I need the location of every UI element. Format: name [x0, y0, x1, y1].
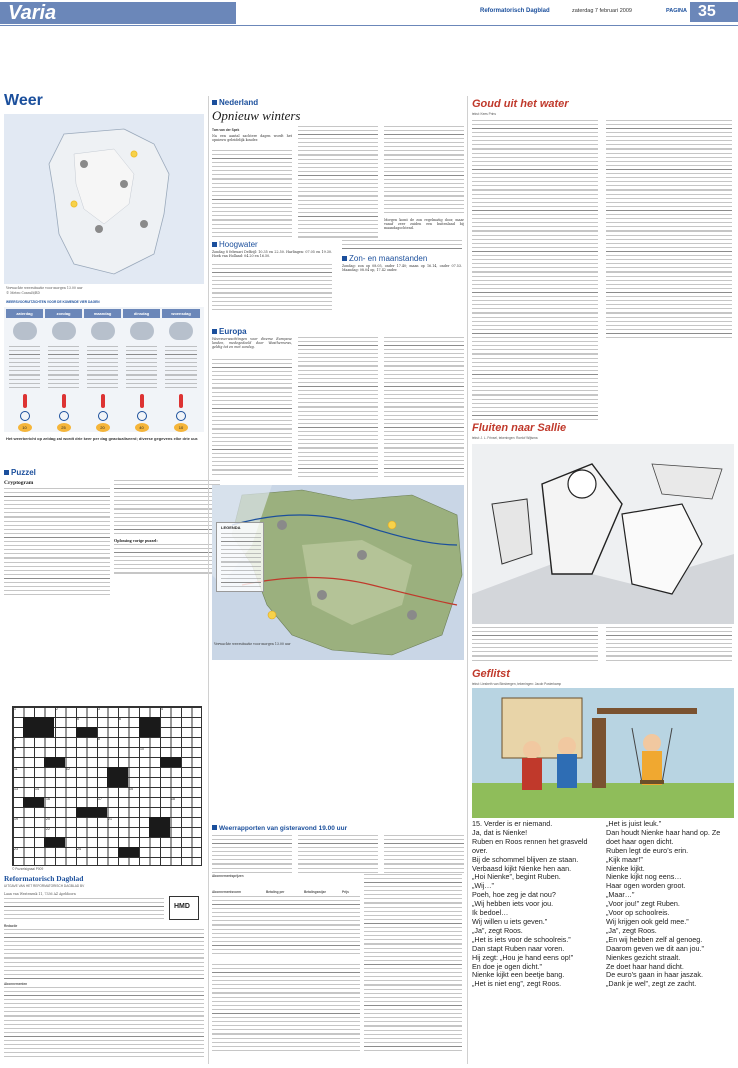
- story-line: „Ja”, zegt Roos.: [606, 925, 657, 935]
- grid-number: 2: [56, 707, 58, 711]
- grid-number: 15: [129, 787, 133, 791]
- thermometer-icon: [62, 394, 66, 408]
- grid-number: 13: [14, 787, 18, 791]
- table-col-4: Prijs: [342, 890, 349, 894]
- story-line: „Kijk maar!”: [606, 854, 643, 864]
- forecast-title: WEERSVOORUITZICHTEN VOOR DE KOMENDE VIER DAGEN: [6, 300, 100, 304]
- grid-number: 23: [14, 847, 18, 851]
- grid-number: 9: [14, 747, 16, 751]
- forecast-day-label: maandag: [84, 309, 121, 318]
- geflitst-illustration: [472, 688, 734, 818]
- colofon-subtitle: UITGAVE VAN HET REFORMATORISCH DAGBLAD BV: [4, 884, 85, 888]
- story-line: Ruben en Roos rennen het grasveld over.: [472, 836, 588, 855]
- story-line: Poeh, hoe zeg je dat nou?: [472, 890, 556, 900]
- forecast-day-4: [123, 309, 160, 429]
- zon-maan-heading: Zon- en maanstanden: [342, 254, 427, 263]
- geflitst-title: Geflitst: [472, 668, 510, 680]
- story-line: „En wij hebben zelf al genoeg.: [606, 934, 703, 944]
- weer-title: Weer: [4, 92, 43, 109]
- story-line: „Het is iets voor de schoolreis.”: [472, 934, 571, 944]
- grid-number: 11: [14, 767, 18, 771]
- forecast-day-5: [162, 309, 200, 429]
- story-line: De euro’s gaan in haar jaszak.: [606, 970, 703, 980]
- story-line: En doe je ogen dicht.”: [472, 961, 542, 971]
- forecast-day-label: woensdag: [162, 309, 200, 318]
- story-line: Ik bedoel…: [472, 908, 509, 918]
- goud-section: [472, 98, 734, 428]
- nederland-heading: Nederland: [212, 98, 464, 107]
- grid-number: 20: [46, 817, 50, 821]
- grid-number: 7: [14, 737, 16, 741]
- story-line: „Het is niet eng”, zegt Roos.: [472, 979, 562, 989]
- story-line: „Maar…”: [606, 890, 635, 900]
- wind-rose-icon: [137, 411, 147, 421]
- puzzel-heading: Puzzel: [4, 468, 204, 477]
- nederland-title: Opnieuw winters: [212, 108, 301, 123]
- wind-rose-icon: [59, 411, 69, 421]
- nederland-closing: Morgen komt de zon regelmatig door, maar vanaf zeer zuiden een buitenland bij maandagochtend.: [384, 218, 464, 231]
- grid-number: 3: [98, 707, 100, 711]
- cloud-icon: [130, 322, 154, 340]
- table-col-1: Abonnementsvorm: [212, 890, 242, 894]
- story-line: Wij krijgen ook geld mee.”: [606, 916, 689, 926]
- grid-number: 22: [46, 827, 50, 831]
- story-line: Dan houdt Nienke haar hand op. Ze doet haar ogen dicht.: [606, 827, 721, 846]
- story-line: 15. Verder is er niemand.: [472, 819, 553, 828]
- story-line: Bij de schommel blijven ze staan.: [472, 854, 579, 864]
- grid-number: 17: [98, 797, 102, 801]
- story-line: „Wij hebben iets voor jou.: [472, 899, 554, 909]
- cryptogram-title: Cryptogram: [4, 480, 34, 486]
- forecast-temp: 40: [135, 423, 149, 432]
- netherlands-weather-map: [4, 114, 204, 284]
- fluiten-section: [472, 422, 734, 662]
- forecast-day-1: [6, 309, 43, 429]
- forecast-day-label: zondag: [45, 309, 82, 318]
- page-header: [0, 0, 738, 26]
- grid-number: 6: [119, 717, 121, 721]
- cloud-icon: [52, 322, 76, 340]
- table-col-3: Betalingswijze: [304, 890, 326, 894]
- story-line: „Ja”, zegt Roos.: [472, 925, 523, 935]
- story-line: „Wij…”: [472, 881, 494, 891]
- abonnement-table: [212, 874, 462, 1064]
- forecast-temp: 25: [57, 423, 71, 432]
- story-line: Ze doet haar hand dicht.: [606, 961, 684, 971]
- story-line: Nienke kijkt nog eens…: [606, 872, 682, 882]
- forecast-table: [4, 307, 204, 432]
- nederland-lead: Na een aantal zachtere dagen wordt het opnieuw geleidelijk kouder.: [212, 134, 292, 143]
- geflitst-section: [472, 668, 734, 1064]
- thermometer-icon: [101, 394, 105, 408]
- grid-number: 19: [14, 817, 18, 821]
- paper-name: Reformatorisch Dagblad: [480, 8, 550, 14]
- weerrapporten-section: [212, 825, 464, 875]
- geflitst-col-right: [606, 820, 734, 1060]
- page-number-box: [690, 2, 738, 22]
- hmd-logo-text: HMD: [174, 903, 190, 910]
- weer-map-caption: Verwachte weersituatie voor morgen 13.00 uur: [6, 286, 83, 290]
- page-number: 35: [698, 3, 716, 20]
- story-line: Daarom geven we dit aan jou.”: [606, 943, 704, 953]
- grid-number: 4: [161, 707, 163, 711]
- hoogwater-heading: Hoogwater: [212, 240, 464, 249]
- hoogwater-text: Zondag 8 februari Delfzijl: 10.35 en 22.50. Harlingen: 07.05 en 19.30. Hoek van Holland: 04.20 en 16.50.: [212, 250, 332, 259]
- story-line: Nienke kijkt.: [606, 863, 645, 873]
- weer-caption: Het weerbericht op zeldag zal wordt drie keer per dag geactualiseerd; diverse gegevens elke drie uur.: [6, 436, 199, 441]
- fluiten-title: Fluiten naar Sallie: [472, 422, 567, 434]
- section-banner: [0, 2, 236, 24]
- story-line: Ja, dat is Nienke!: [472, 827, 528, 837]
- legend-title: LEGENDA: [221, 525, 241, 530]
- thermometer-icon: [23, 394, 27, 408]
- story-line: „Voor op schoolreis.: [606, 908, 670, 918]
- grid-number: 12: [66, 767, 70, 771]
- cloud-icon: [13, 322, 37, 340]
- story-line: „Het is juist leuk.”: [606, 819, 662, 828]
- colofon-title: Reformatorisch Dagblad: [4, 874, 84, 883]
- story-line: Hij zegt: „Hou je hand eens op!”: [472, 952, 574, 962]
- story-line: Nienke kijkt een beetje bang.: [472, 970, 565, 980]
- story-line: Verbaasd kijkt Nienke hen aan.: [472, 863, 572, 873]
- oplossing-title: Oplossing vorige puzzel:: [114, 538, 158, 543]
- wind-rose-icon: [20, 411, 30, 421]
- thermometer-icon: [179, 394, 183, 408]
- grid-number: 8: [98, 737, 100, 741]
- europa-map-caption: Verwachte weersituatie voor morgen 13.00 uur: [214, 642, 291, 646]
- geflitst-byline: tekst: Liesbeth van Binsbergen, tekeningen: Jacob Posterkamp: [472, 682, 562, 686]
- europa-section: [212, 327, 464, 827]
- forecast-day-label: zaterdag: [6, 309, 43, 318]
- forecast-day-3: [84, 309, 121, 429]
- europe-legend: [216, 522, 264, 592]
- goud-title: Goud uit het water: [472, 98, 569, 110]
- story-line: Dan stapt Ruben naar voren.: [472, 943, 565, 953]
- fluiten-byline: tekst: J. L. Frinsel, tekeningen: Roelof Wijtsma: [472, 436, 538, 440]
- forecast-temp: 10: [174, 423, 188, 432]
- forecast-day-label: dinsdag: [123, 309, 160, 318]
- crossword-grid: [12, 706, 202, 866]
- wind-rose-icon: [98, 411, 108, 421]
- puzzel-credit: © Puzzelsignaal P009: [12, 867, 44, 871]
- forecast-temp: 20: [96, 423, 110, 432]
- colofon: [4, 874, 208, 1064]
- grid-number: 1: [14, 707, 16, 711]
- weer-section: [4, 92, 204, 472]
- goud-byline: tekst: Kees Prins: [472, 112, 496, 116]
- redactie-label: Redactie: [4, 924, 18, 928]
- story-line: Haar ogen worden groot.: [606, 881, 686, 891]
- grid-number: 10: [140, 747, 144, 751]
- cloud-icon: [91, 322, 115, 340]
- grid-number: 14: [35, 787, 39, 791]
- nederland-byline: Tom van der Spek: [212, 128, 240, 132]
- grid-number: 5: [77, 717, 79, 721]
- hoogwater-section: [212, 240, 464, 340]
- wind-rose-icon: [176, 411, 186, 421]
- europa-heading: Europa: [212, 327, 464, 336]
- date-line: zaterdag 7 februari 2009: [572, 8, 632, 14]
- story-line: Nienkes gezicht straalt.: [606, 952, 681, 962]
- fluiten-illustration: [472, 444, 734, 624]
- story-line: Wij willen u iets geven.”: [472, 916, 548, 926]
- story-line: „Dank je wel”, zegt ze zacht.: [606, 979, 697, 989]
- abonnement-table-title: Abonnementsprijzen: [212, 874, 244, 878]
- colofon-address: Laan van Westenenk 11, 7336 AZ Apeldoorn: [4, 892, 76, 896]
- forecast-day-2: [45, 309, 82, 429]
- section-title: Varia: [8, 2, 57, 24]
- weerrapporten-heading: Weerrapporten van gisteravond 19.00 uur: [212, 825, 464, 832]
- zon-maan-text: Zondag: zon op 08.05, onder 17.40; maan op 16.14, onder 07.53. Maandag: 08.04 op, 17.42 onder.: [342, 264, 462, 273]
- pagina-label: PAGINA: [666, 8, 687, 14]
- grid-number: 21: [108, 817, 112, 821]
- cloud-icon: [169, 322, 193, 340]
- story-line: Ruben legt de euro’s erin.: [606, 845, 689, 855]
- grid-number: 24: [77, 847, 81, 851]
- story-line: „Hoi Nienke”, begint Ruben.: [472, 872, 561, 882]
- abonnementen-label: Abonnementen: [4, 982, 28, 986]
- geflitst-col-left: [472, 820, 602, 1060]
- europa-intro: Weersverwachtingen voor diverse Europese landen, medegedeeld door Weathernews, geldig tot en met zondag.: [212, 337, 292, 350]
- hmd-logo: [169, 896, 199, 920]
- grid-number: 18: [171, 797, 175, 801]
- grid-number: 16: [46, 797, 50, 801]
- nederland-section: [212, 98, 464, 238]
- thermometer-icon: [140, 394, 144, 408]
- forecast-temp: 10: [18, 423, 32, 432]
- story-line: „Voor jou!” zegt Ruben.: [606, 899, 680, 909]
- weer-copyright: © Meteo Consult/RD: [6, 291, 40, 295]
- table-col-2: Betaling per: [266, 890, 285, 894]
